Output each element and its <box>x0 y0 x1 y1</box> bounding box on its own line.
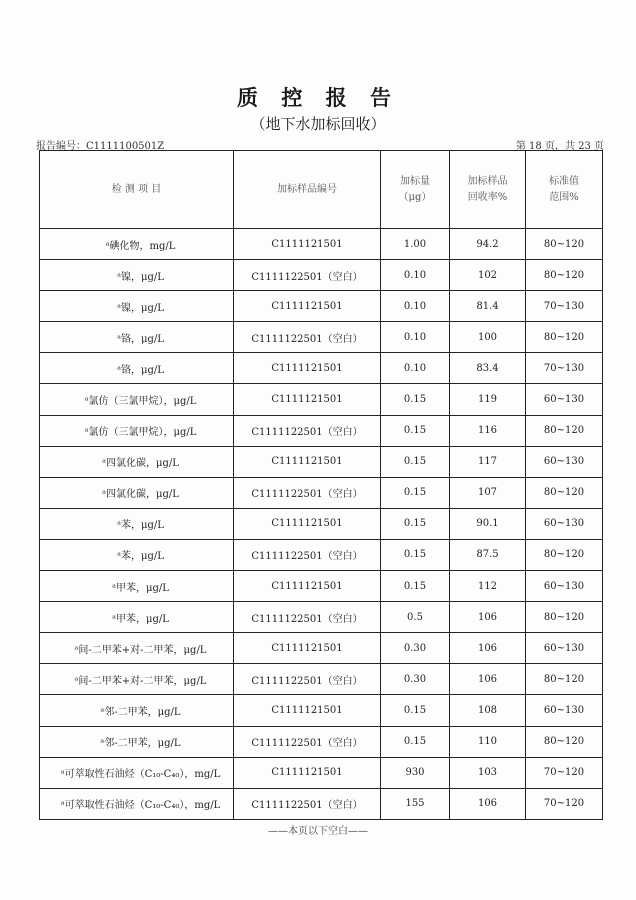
spike-amount-cell: 0.15 <box>381 384 450 415</box>
table-row <box>40 446 603 477</box>
standard-range-cell: 80~120 <box>526 726 603 757</box>
sample-id-cell: C1111122501（空白） <box>234 664 381 695</box>
recovery-cell: 108 <box>450 695 526 726</box>
sample-id-cell: C1111121501 <box>234 229 381 260</box>
header-item: 检 测 项 目 <box>40 151 234 229</box>
header-sample-id: 加标样品编号 <box>234 151 381 229</box>
qc-table <box>39 150 603 820</box>
report-number: 报告编号：C1111100501Z <box>36 141 165 152</box>
table-row <box>40 539 603 570</box>
item-cell: ᵃ甲苯，μg/L <box>40 571 234 602</box>
standard-range-cell: 80~120 <box>526 664 603 695</box>
item-cell: ᵃ氯仿（三氯甲烷），μg/L <box>40 415 234 446</box>
sample-id-cell: C1111122501（空白） <box>234 322 381 353</box>
spike-amount-cell: 0.15 <box>381 446 450 477</box>
spike-amount-cell: 0.15 <box>381 726 450 757</box>
item-cell: ᵃ苯，μg/L <box>40 508 234 539</box>
item-cell: ᵃ四氯化碳，μg/L <box>40 446 234 477</box>
header-spike-amount: 加标量 （μg） <box>381 151 450 229</box>
item-cell: ᵃ镍，μg/L <box>40 291 234 322</box>
table-row <box>40 322 603 353</box>
standard-range-cell: 70~130 <box>526 353 603 384</box>
item-cell: ᵃ可萃取性石油烃（C₁₀-C₄₀），mg/L <box>40 757 234 788</box>
item-cell: ᵃ间-二甲苯+对-二甲苯，μg/L <box>40 633 234 664</box>
table-row <box>40 726 603 757</box>
sample-id-cell: C1111122501（空白） <box>234 602 381 633</box>
item-cell: ᵃ碘化物，mg/L <box>40 229 234 260</box>
standard-range-cell: 80~120 <box>526 602 603 633</box>
spike-amount-cell: 0.30 <box>381 664 450 695</box>
header-standard-range: 标准值 范围% <box>526 151 603 229</box>
standard-range-cell: 70~120 <box>526 788 603 819</box>
table-row <box>40 508 603 539</box>
spike-amount-cell: 0.15 <box>381 695 450 726</box>
table-row <box>40 664 603 695</box>
table-row <box>40 415 603 446</box>
spike-amount-cell: 0.10 <box>381 322 450 353</box>
table-row <box>40 353 603 384</box>
spike-amount-cell: 0.10 <box>381 291 450 322</box>
sample-id-cell: C1111122501（空白） <box>234 260 381 291</box>
spike-amount-cell: 0.15 <box>381 539 450 570</box>
table-row <box>40 571 603 602</box>
table-row <box>40 788 603 819</box>
table-body <box>40 229 603 820</box>
recovery-cell: 106 <box>450 664 526 695</box>
standard-range-cell: 70~130 <box>526 291 603 322</box>
recovery-cell: 119 <box>450 384 526 415</box>
sample-id-cell: C1111121501 <box>234 633 381 664</box>
table-row <box>40 633 603 664</box>
standard-range-cell: 60~130 <box>526 571 603 602</box>
table-row <box>40 260 603 291</box>
table-row <box>40 477 603 508</box>
sample-id-cell: C1111122501（空白） <box>234 539 381 570</box>
header-recovery: 加标样品 回收率% <box>450 151 526 229</box>
spike-amount-cell: 0.15 <box>381 508 450 539</box>
spike-amount-cell: 1.00 <box>381 229 450 260</box>
standard-range-cell: 60~130 <box>526 633 603 664</box>
sample-id-cell: C1111121501 <box>234 446 381 477</box>
recovery-cell: 94.2 <box>450 229 526 260</box>
page-title: 质 控 报 告 <box>237 85 399 110</box>
sample-id-cell: C1111121501 <box>234 695 381 726</box>
spike-amount-cell: 0.10 <box>381 260 450 291</box>
standard-range-cell: 70~120 <box>526 757 603 788</box>
spike-amount-cell: 0.5 <box>381 602 450 633</box>
table-row <box>40 602 603 633</box>
recovery-cell: 87.5 <box>450 539 526 570</box>
spike-amount-cell: 155 <box>381 788 450 819</box>
item-cell: ᵃ苯，μg/L <box>40 539 234 570</box>
item-cell: ᵃ间-二甲苯+对-二甲苯，μg/L <box>40 664 234 695</box>
recovery-cell: 106 <box>450 602 526 633</box>
table-header-row <box>40 151 603 229</box>
spike-amount-cell: 0.15 <box>381 415 450 446</box>
page-footer: ——本页以下空白—— <box>268 826 368 837</box>
standard-range-cell: 80~120 <box>526 477 603 508</box>
standard-range-cell: 80~120 <box>526 260 603 291</box>
table-row <box>40 695 603 726</box>
standard-range-cell: 80~120 <box>526 415 603 446</box>
table-row <box>40 757 603 788</box>
recovery-cell: 112 <box>450 571 526 602</box>
recovery-cell: 117 <box>450 446 526 477</box>
item-cell: ᵃ邻-二甲苯，μg/L <box>40 695 234 726</box>
sample-id-cell: C1111122501（空白） <box>234 788 381 819</box>
item-cell: ᵃ甲苯，μg/L <box>40 602 234 633</box>
recovery-cell: 106 <box>450 788 526 819</box>
recovery-cell: 107 <box>450 477 526 508</box>
table-row <box>40 291 603 322</box>
item-cell: ᵃ四氯化碳，μg/L <box>40 477 234 508</box>
standard-range-cell: 60~130 <box>526 384 603 415</box>
sample-id-cell: C1111122501（空白） <box>234 415 381 446</box>
item-cell: ᵃ铬，μg/L <box>40 322 234 353</box>
recovery-cell: 90.1 <box>450 508 526 539</box>
sample-id-cell: C1111121501 <box>234 757 381 788</box>
sample-id-cell: C1111121501 <box>234 571 381 602</box>
standard-range-cell: 60~130 <box>526 508 603 539</box>
standard-range-cell: 60~130 <box>526 695 603 726</box>
spike-amount-cell: 930 <box>381 757 450 788</box>
table-row <box>40 229 603 260</box>
page-subtitle: （地下水加标回收） <box>250 115 386 133</box>
standard-range-cell: 60~130 <box>526 446 603 477</box>
sample-id-cell: C1111121501 <box>234 508 381 539</box>
spike-amount-cell: 0.10 <box>381 353 450 384</box>
recovery-cell: 116 <box>450 415 526 446</box>
page-info: 第 18 页，共 23 页 <box>515 141 604 152</box>
item-cell: ᵃ镍，μg/L <box>40 260 234 291</box>
spike-amount-cell: 0.15 <box>381 477 450 508</box>
recovery-cell: 110 <box>450 726 526 757</box>
recovery-cell: 100 <box>450 322 526 353</box>
sample-id-cell: C1111122501（空白） <box>234 477 381 508</box>
spike-amount-cell: 0.15 <box>381 571 450 602</box>
recovery-cell: 81.4 <box>450 291 526 322</box>
sample-id-cell: C1111121501 <box>234 384 381 415</box>
item-cell: ᵃ邻-二甲苯，μg/L <box>40 726 234 757</box>
sample-id-cell: C1111121501 <box>234 353 381 384</box>
item-cell: ᵃ铬，μg/L <box>40 353 234 384</box>
recovery-cell: 106 <box>450 633 526 664</box>
sample-id-cell: C1111122501（空白） <box>234 726 381 757</box>
recovery-cell: 102 <box>450 260 526 291</box>
standard-range-cell: 80~120 <box>526 322 603 353</box>
spike-amount-cell: 0.30 <box>381 633 450 664</box>
table-row <box>40 384 603 415</box>
standard-range-cell: 80~120 <box>526 539 603 570</box>
item-cell: ᵃ氯仿（三氯甲烷），μg/L <box>40 384 234 415</box>
item-cell: ᵃ可萃取性石油烃（C₁₀-C₄₀），mg/L <box>40 788 234 819</box>
sample-id-cell: C1111121501 <box>234 291 381 322</box>
recovery-cell: 83.4 <box>450 353 526 384</box>
recovery-cell: 103 <box>450 757 526 788</box>
standard-range-cell: 80~120 <box>526 229 603 260</box>
